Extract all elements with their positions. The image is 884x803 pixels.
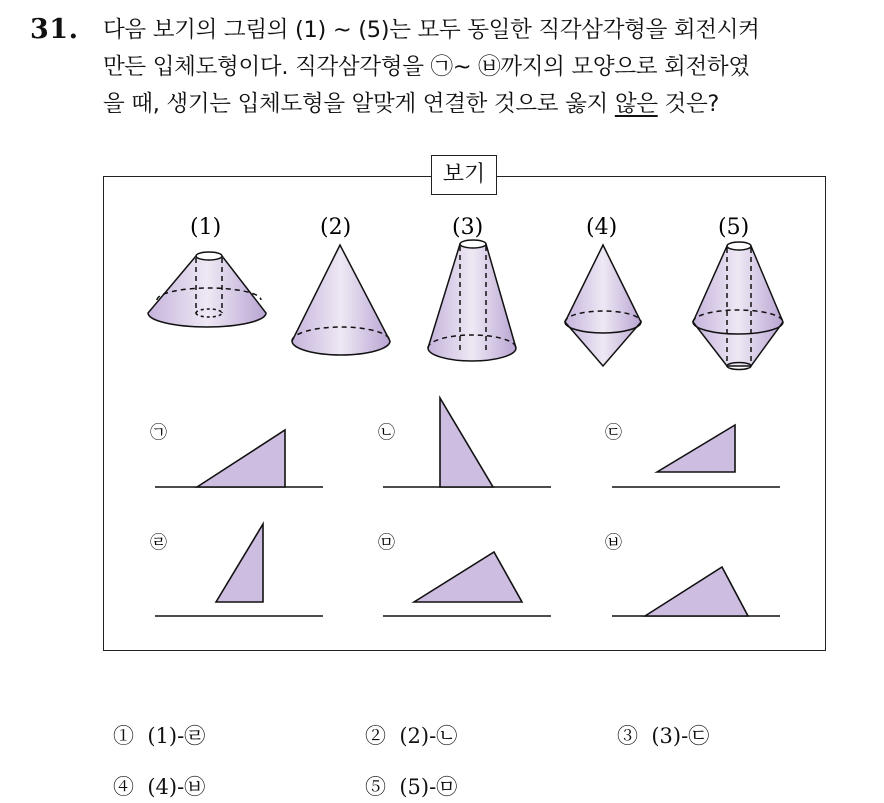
triangle-label-3: ㉢ [605,423,622,443]
choice-4[interactable] [113,771,205,801]
question-line-3-pre: 을 때, 생기는 입체도형을 알맞게 연결한 것으로 옳지 [103,91,615,117]
triangle-2 [440,398,493,487]
solid-4-double-cone [565,245,641,366]
choice-5-mark: ⑤ [365,775,386,799]
triangle-label-6: ㉥ [605,533,622,553]
choice-4-text: (4)-㉥ [147,775,206,799]
triangle-3 [657,425,735,472]
choice-2-mark: ② [365,724,386,748]
underlined-not: 않은 [614,91,658,117]
solid-3-hollow-tall-cone [428,240,516,361]
triangle-label-1: ㉠ [150,423,167,443]
choice-2[interactable] [365,720,457,750]
triangle-6 [645,567,748,616]
choice-3-mark: ③ [617,724,638,748]
solid-2-cone [292,245,390,355]
choice-3-text: (3)-㉢ [651,724,710,748]
triangle-4 [216,524,263,602]
choice-1-text: (1)-㉣ [147,724,206,748]
question-line-1: 다음 보기의 그림의 (1) ~ (5)는 모두 동일한 직각삼각형을 회전시켜 [103,17,760,43]
question-number: 31. [30,14,79,45]
triangle-label-5: ㉤ [378,533,395,553]
choice-3[interactable] [617,720,709,750]
choice-4-mark: ④ [113,775,134,799]
choice-5[interactable] [365,771,457,801]
choice-1[interactable] [113,720,205,750]
triangle-label-4: ㉣ [150,533,167,553]
bogi-title: 보기 [431,155,497,195]
solid-1-hollow-cone [148,252,266,327]
question-line-2: 만든 입체도형이다. 직각삼각형을 ㉠~ ㉥까지의 모양으로 회전하였 [103,54,750,80]
choice-2-text: (2)-㉡ [399,724,458,748]
solid-5-hollow-double-cone [693,242,783,370]
triangle-5 [414,552,522,602]
choice-1-mark: ① [113,724,134,748]
triangle-label-2: ㉡ [378,423,395,443]
solid-label-1: (1) [190,215,222,240]
solid-label-2: (2) [320,215,352,240]
solid-label-4: (4) [586,215,618,240]
triangle-1 [197,430,285,487]
choice-5-text: (5)-㉤ [399,775,458,799]
solid-label-5: (5) [718,215,750,240]
solid-label-3: (3) [452,215,484,240]
question-line-3-post: 것은? [657,91,720,117]
